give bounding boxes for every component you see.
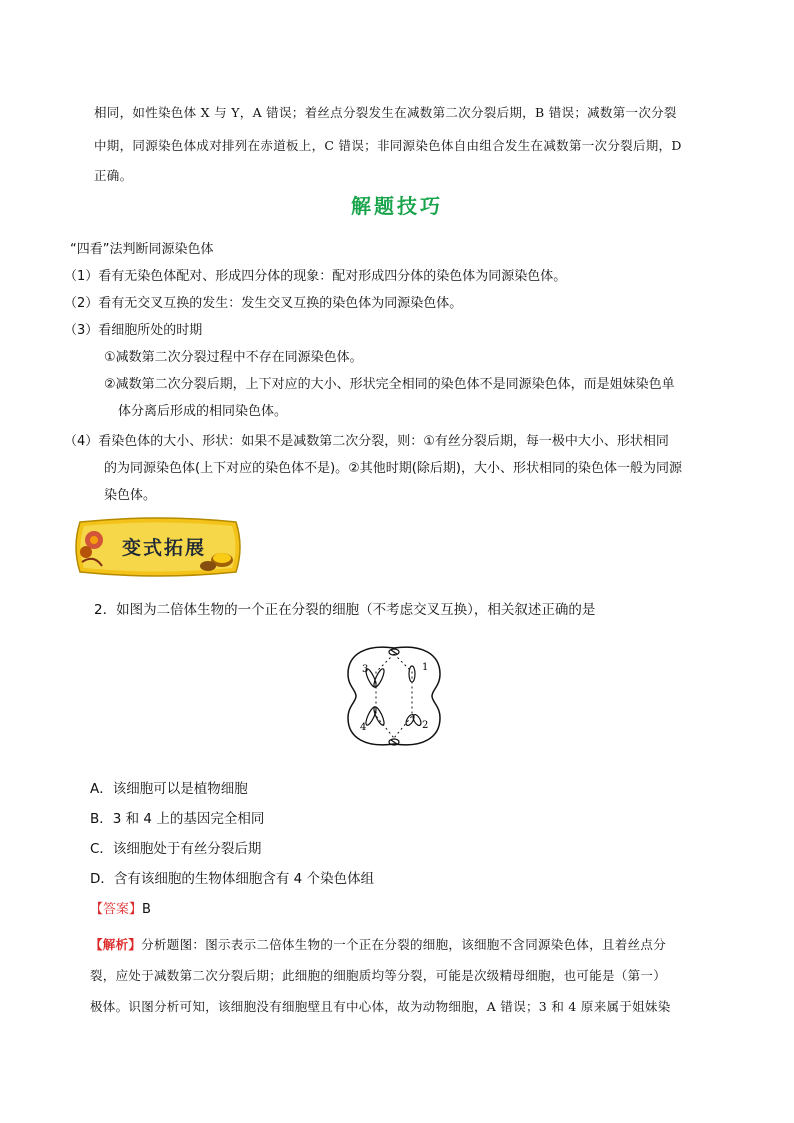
answer-value: B <box>142 902 151 917</box>
analysis-text: 分析题图：图示表示二倍体生物的一个正在分裂的细胞，该细胞不含同源染色体，且着丝点分 <box>141 937 667 952</box>
variation-banner <box>72 514 244 580</box>
tip-item-4: （4）看染色体的大小、形状：如果不是减数第二次分裂，则：①有丝分裂后期，每一极中大小、形状相同 <box>64 434 669 449</box>
answer-tag: 【答案】 <box>90 902 143 917</box>
question-stem: 2．如图为二倍体生物的一个正在分裂的细胞（不考虑交叉互换），相关叙述正确的是 <box>94 602 596 618</box>
chromosome-1 <box>409 666 415 682</box>
tip-item-3-sub-2: ②减数第二次分裂后期，上下对应的大小、形状完全相同的染色体不是同源染色体，而是姐妹染色单 <box>104 377 675 392</box>
option-d: D．含有该细胞的生物体细胞含有 4 个染色体组 <box>90 871 375 887</box>
figure-label-4: 4 <box>360 722 367 733</box>
tip-item-1: （1）看有无染色体配对、形成四分体的现象：配对形成四分体的染色体为同源染色体。 <box>64 269 567 284</box>
chromosome-2 <box>404 713 422 726</box>
figure-label-3: 3 <box>362 664 369 675</box>
tip-item-3-sub-1: ①减数第二次分裂过程中不存在同源染色体。 <box>104 350 363 365</box>
tip-item-4-cont: 的为同源染色体(上下对应的染色体不是)。②其他时期(除后期)，大小、形状相同的染色体一般为同源 <box>104 461 682 476</box>
tips-intro: “四看”法判断同源染色体 <box>70 242 214 257</box>
analysis-line: 极体。识图分析可知，该细胞没有细胞壁且有中心体，故为动物细胞，A 错误；3 和 4 原来属于姐妹染 <box>90 999 671 1014</box>
tip-item-3-sub-2-cont: 体分离后形成的相同染色体。 <box>118 404 288 419</box>
option-c: C．该细胞处于有丝分裂后期 <box>90 841 262 857</box>
option-a: A．该细胞可以是植物细胞 <box>90 781 248 797</box>
banner-text: 变式拓展 <box>121 537 207 559</box>
cell-division-figure <box>340 640 448 752</box>
analysis-tag: 【解析】 <box>90 937 142 952</box>
analysis-line: 裂，应处于减数第二次分裂后期；此细胞的细胞质均等分裂，可能是次级精母细胞，也可能是（第一） <box>90 968 667 983</box>
tip-item-3: （3）看细胞所处的时期 <box>64 323 203 338</box>
tip-item-4-cont: 染色体。 <box>104 488 157 503</box>
tips-heading: 解题技巧 <box>351 194 443 218</box>
spindle-fiber <box>376 654 394 738</box>
chromosome-4 <box>364 706 386 727</box>
option-b: B．3 和 4 上的基因完全相同 <box>90 811 265 827</box>
analysis-line <box>90 935 666 953</box>
tip-item-2: （2）看有无交叉互换的发生：发生交叉互换的染色体为同源染色体。 <box>64 296 463 311</box>
prev-text-line: 正确。 <box>94 168 133 183</box>
figure-label-1: 1 <box>422 662 429 673</box>
prev-text-line: 中期，同源染色体成对排列在赤道板上，C 错误；非同源染色体自由组合发生在减数第一次分裂后期，D <box>94 138 682 153</box>
answer-line <box>90 898 151 917</box>
figure-label-2: 2 <box>422 720 429 731</box>
prev-text-line: 相同，如性染色体 X 与 Y，A 错误；着丝点分裂发生在减数第二次分裂后期，B 错误；减数第一次分裂 <box>94 105 677 120</box>
